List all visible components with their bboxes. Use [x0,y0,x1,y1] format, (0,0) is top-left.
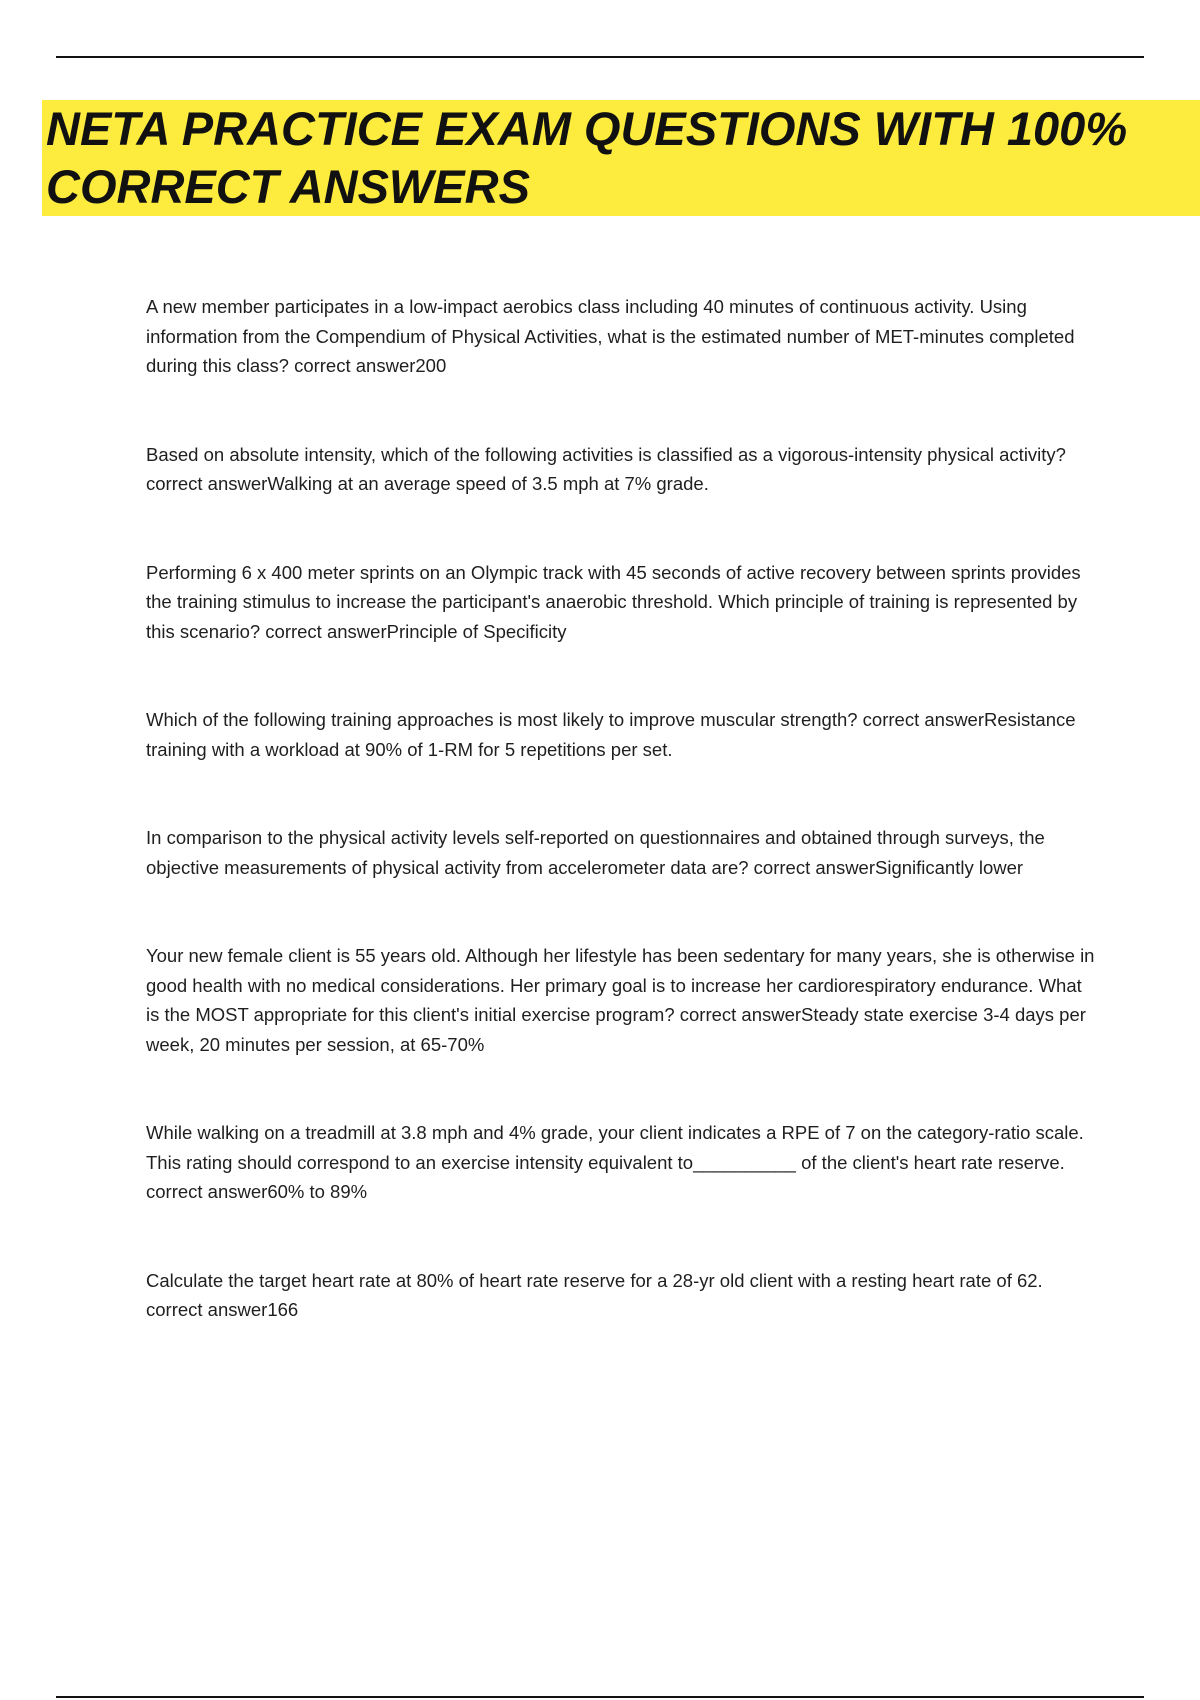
question-8: Calculate the target heart rate at 80% of heart rate reserve for a 28-yr old client with a resting heart rate of 62. correct answer166 [146,1269,1043,1320]
question-6: Your new female client is 55 years old. Although her lifestyle has been sedentary for many years, she is otherwise in good health with no medical considerations. Her primary goal is to increase her cardiorespiratory endurance. What is the MOST appropriate for this client's initial exercise program? correct answerSteady state exercise 3-4 days per week, 20 minutes per session, at 65-70% [146,945,1095,1055]
title-banner [42,100,1200,216]
question-3: Performing 6 x 400 meter sprints on an Olympic track with 45 seconds of active recovery between sprints provides the training stimulus to increase the participant's anaerobic threshold. Which principle of training is represented by this scenario? correct answerPrinciple of Specificity [146,561,1081,642]
question-4: Which of the following training approaches is most likely to improve muscular strength? correct answerResistance training with a workload at 90% of 1-RM for 5 repetitions per set. [146,709,1076,760]
question-5: In comparison to the physical activity levels self-reported on questionnaires and obtained through surveys, the objective measurements of physical activity from accelerometer data are? correct answerSignificantly lower [146,827,1045,878]
bottom-rule [56,1696,1144,1698]
question-list [146,292,1096,1325]
question-7: While walking on a treadmill at 3.8 mph and 4% grade, your client indicates a RPE of 7 on the category-ratio scale. This rating should correspond to an exercise intensity equivalent to__________ of the client's heart rate reserve. correct answer60% to 89% [146,1122,1084,1202]
question-1: A new member participates in a low-impact aerobics class including 40 minutes of continuous activity. Using information from the Compendium of Physical Activities, what is the estimated number of MET-minutes completed during this class? correct answer200 [146,296,1075,376]
page-title: NETA PRACTICE EXAM QUESTIONS WITH 100% CORRECT ANSWERS [46,102,1128,213]
question-2: Based on absolute intensity, which of the following activities is classified as a vigorous-intensity physical activity? correct answerWalking at an average speed of 3.5 mph at 7% grade. [146,443,1066,494]
top-rule [56,56,1144,58]
